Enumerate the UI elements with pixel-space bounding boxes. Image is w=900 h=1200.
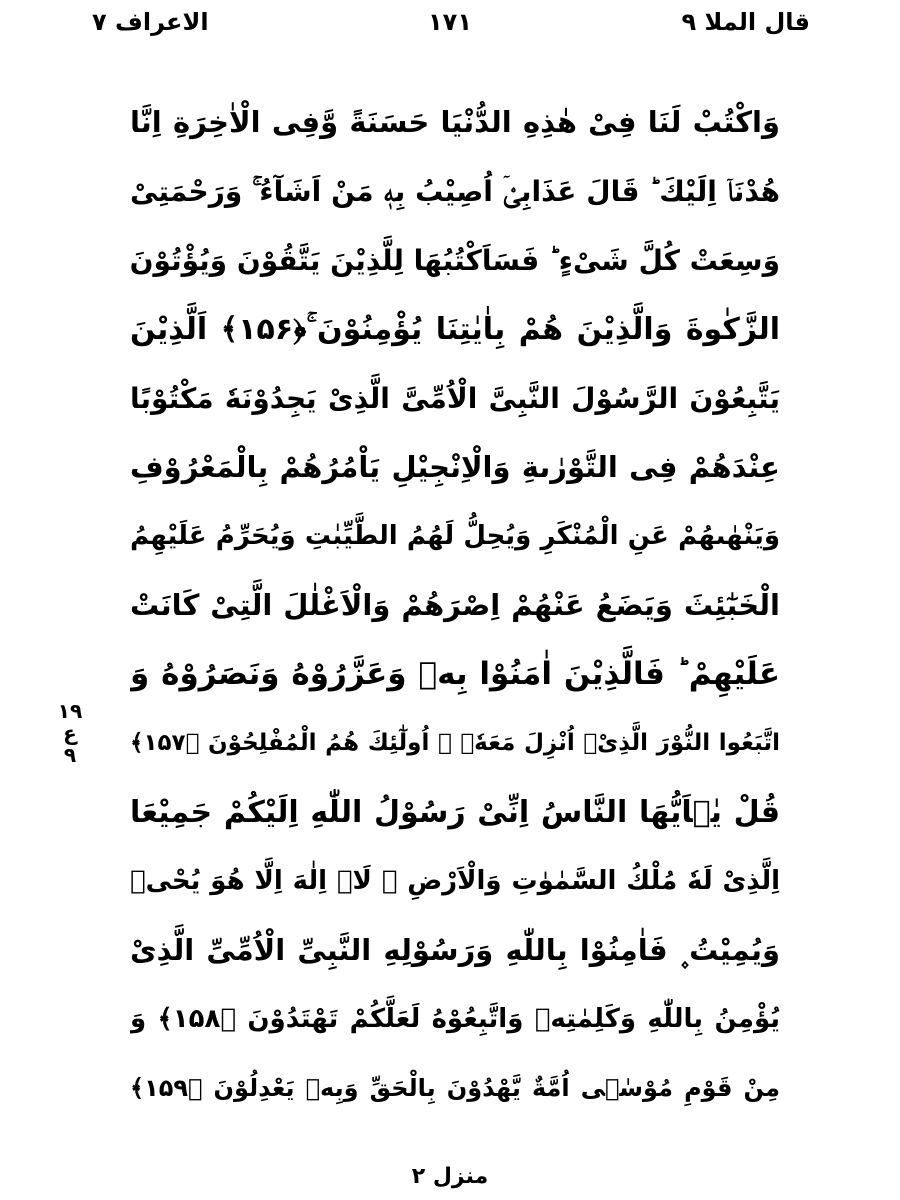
ruku-ain: ع <box>63 721 77 745</box>
verse-line: الْخَبٰٓئِثَ وَيَضَعُ عَنْهُمْ اِصْرَهُمْ وَالْاَغْلٰلَ الَّتِىْ كَانَتْ <box>130 588 780 622</box>
verse-line: اتَّبَعُوا النُّوْرَ الَّذِىْۤ اُنْزِلَ مَعَهٗۤ ۙ اُولٰٓئِكَ هُمُ الْمُفْلِحُوْنَ ﴿۱۵۷﴾ <box>130 730 780 756</box>
verse-line: هُدْنَاۤ اِلَيْكَ ؕ قَالَ عَذَابِىْۤ اُصِيْبُ بِهٖ مَنْ اَشَآءُ ۚ وَرَحْمَتِىْ <box>130 175 780 208</box>
ruku-number: ۱۹ <box>57 699 83 723</box>
manzil-label: منزل ۲ <box>411 1164 489 1189</box>
verse-line: عِنْدَهُمْ فِى التَّوْرٰىةِ وَالْاِنْجِيْلِ يَاْمُرُهُمْ بِالْمَعْرُوْفِ <box>130 450 780 484</box>
verse-line: الزَّكٰوةَ وَالَّذِيْنَ هُمْ بِاٰيٰتِنَا يُؤْمِنُوْنَ ۚ﴿۱۵۶﴾ اَلَّذِيْنَ <box>130 312 780 347</box>
verse-line: وَسِعَتْ كُلَّ شَىْءٍ ؕ فَسَاَكْتُبُهَا لِلَّذِيْنَ يَتَّقُوْنَ وَيُؤْتُوْنَ <box>130 244 780 277</box>
page-header <box>0 4 900 44</box>
verse-line: عَلَيْهِمْ ؕ فَالَّذِيْنَ اٰمَنُوْا بِهٖ وَعَزَّرُوْهُ وَنَصَرُوْهُ وَ <box>130 656 780 692</box>
verse-line: يَتَّبِعُوْنَ الرَّسُوْلَ النَّبِىَّ الْاُمِّىَّ الَّذِىْ يَجِدُوْنَهٗ مَكْتُوْبًا <box>130 382 780 415</box>
verse-line: وَيُمِيْتُ ۪ فَاٰمِنُوْا بِاللّٰهِ وَرَسُوْلِهِ النَّبِىِّ الْاُمِّىِّ الَّذِىْ <box>130 933 780 967</box>
juz-title: قال الملا ۹ <box>681 8 810 36</box>
page-number: ۱۷۱ <box>428 8 472 36</box>
ruku-count: ۹ <box>63 743 77 767</box>
verse-line: قُلْ يٰۤاَيُّهَا النَّاسُ اِنِّىْ رَسُوْلُ اللّٰهِ اِلَيْكُمْ جَمِيْعَا <box>130 795 780 830</box>
ruku-marker <box>52 700 88 766</box>
verse-line: وَيَنْهٰىهُمْ عَنِ الْمُنْكَرِ وَيُحِلُّ لَهُمُ الطَّيِّبٰتِ وَيُحَرِّمُ عَلَيْهِمُ <box>130 521 780 551</box>
surah-title: الاعراف ۷ <box>92 8 209 36</box>
verse-line: وَاكْتُبْ لَنَا فِىْ هٰذِهِ الدُّنْيَا حَسَنَةً وَّفِى الْاٰخِرَةِ اِنَّا <box>130 105 780 139</box>
verse-line: يُؤْمِنُ بِاللّٰهِ وَكَلِمٰتِهٖ وَاتَّبِعُوْهُ لَعَلَّكُمْ تَهْتَدُوْنَ ﴿۱۵۸﴾ وَ <box>130 1004 780 1034</box>
verse-block <box>130 88 780 1123</box>
verse-line: اِلَّذِىْ لَهٗ مُلْكُ السَّمٰوٰتِ وَالْاَرْضِ ۚ لَاۤ اِلٰهَ اِلَّا هُوَ يُحْىٖ <box>130 866 780 896</box>
verse-line: مِنْ قَوْمِ مُوْسٰۤى اُمَّةٌ يَّهْدُوْنَ بِالْحَقِّ وَبِهٖ يَعْدِلُوْنَ ﴿۱۵۹﴾ <box>130 1074 780 1102</box>
